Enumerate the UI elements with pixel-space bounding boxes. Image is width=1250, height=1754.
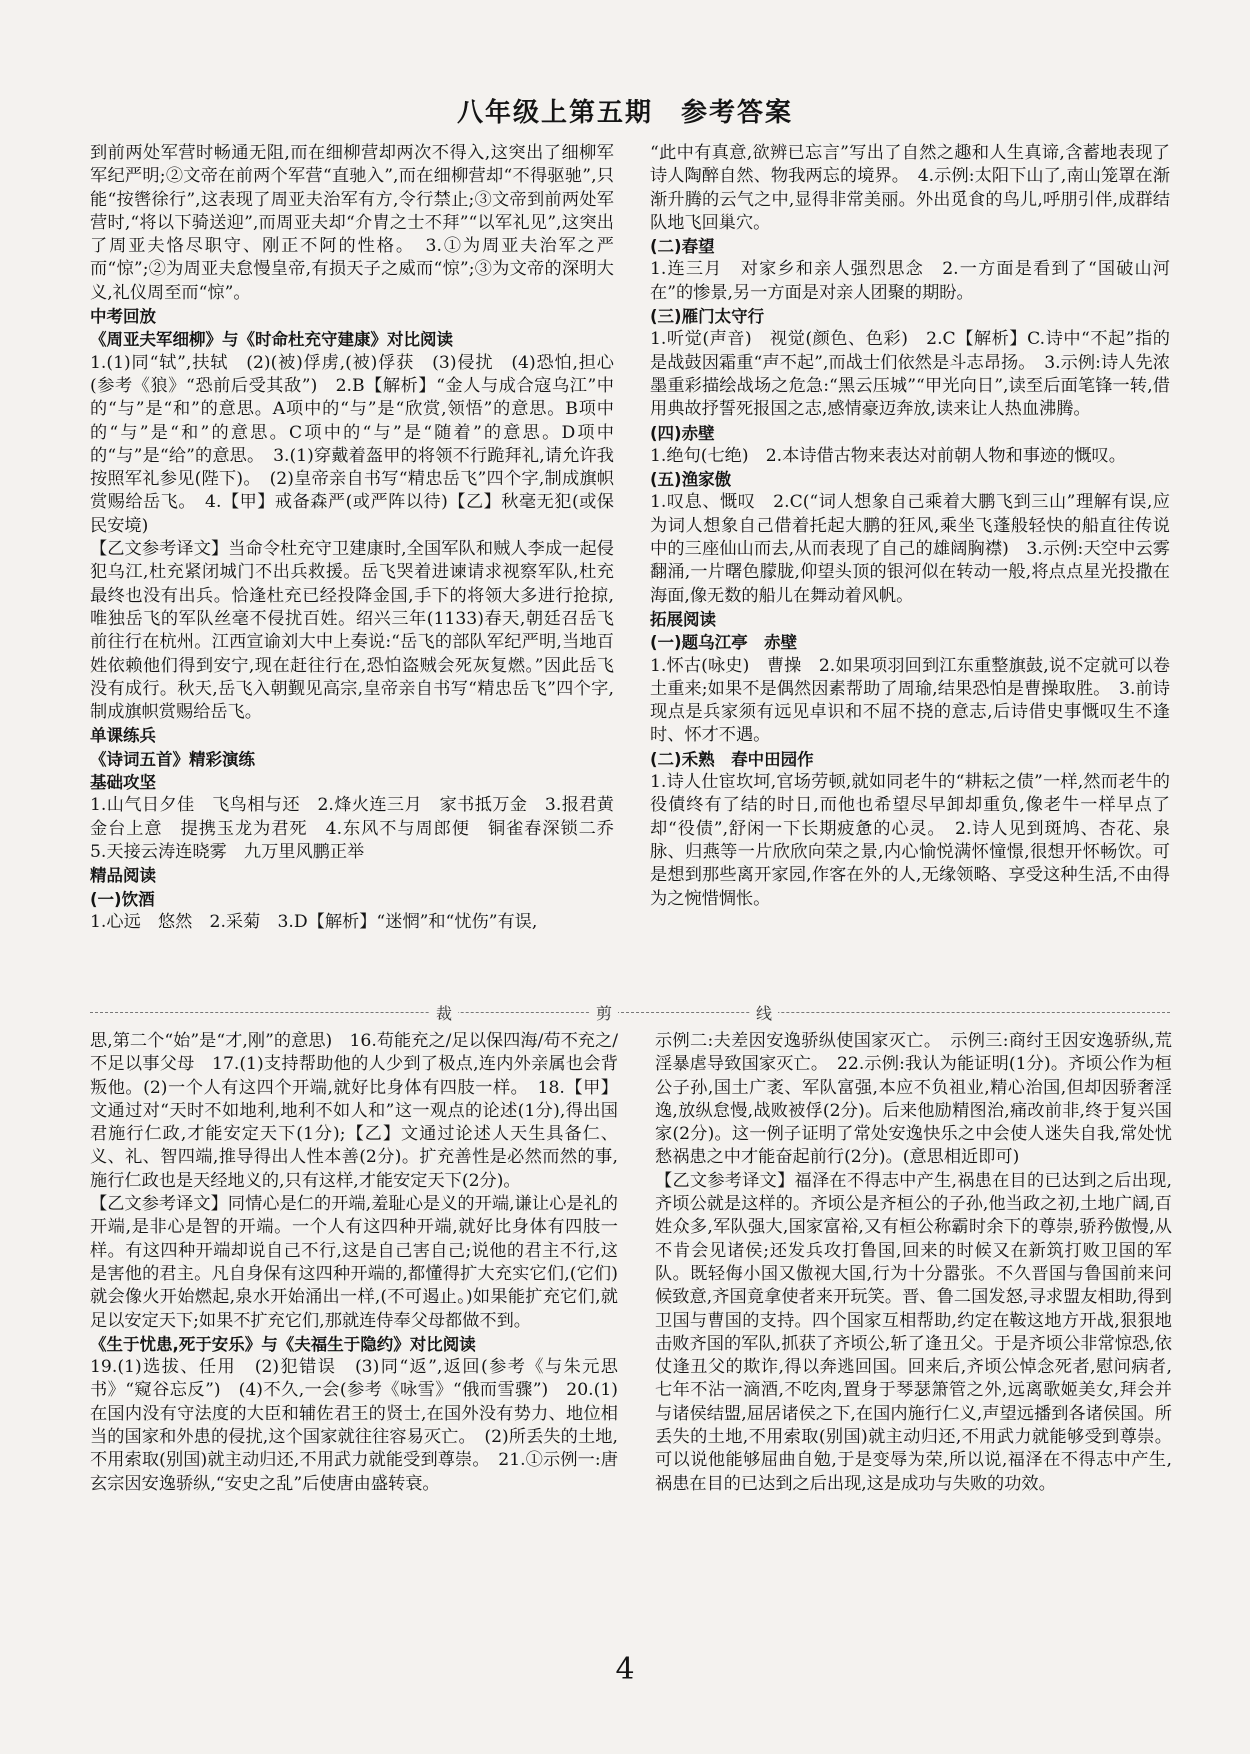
section-heading: (三)雁门太守行 bbox=[650, 307, 765, 327]
column-top-left bbox=[90, 142, 632, 987]
section-heading: 基础攻坚 bbox=[90, 773, 156, 793]
paragraph: 1.怀古(咏史) 曹操 2.如果项羽回到江东重整旗鼓,说不定就可以卷土重来;如果不是偶然因素帮助了周瑜,结果恐怕是曹操取胜。 3.前诗现点是兵家须有远见卓识和不屈不挠的意志,后诗借史事慨叹生不逢时、怀才不遇。 bbox=[650, 655, 1170, 746]
section-heading: (二)禾熟 春中田园作 bbox=[650, 749, 814, 769]
section-heading: 《诗词五首》精彩演练 bbox=[90, 749, 255, 769]
column-bottom-left bbox=[90, 1030, 618, 1665]
section-heading: (四)赤壁 bbox=[650, 423, 715, 443]
section-heading: (一)饮酒 bbox=[90, 889, 155, 909]
column-bottom-right bbox=[655, 1030, 1172, 1665]
section-heading: (二)春望 bbox=[650, 237, 715, 257]
cut-line-label: 裁 bbox=[430, 1001, 458, 1024]
section-heading: 单课练兵 bbox=[90, 726, 156, 746]
paragraph: 1.连三月 对家乡和亲人强烈思念 2.一方面是看到了“国破山河在”的惨景,另一方面是对亲人团聚的期盼。 bbox=[650, 259, 1170, 303]
cut-line-label: 线 bbox=[750, 1001, 778, 1024]
paragraph: 1.山气日夕佳 飞鸟相与还 2.烽火连三月 家书抵万金 3.报君黄金台上意 提携玉龙为君死 4.东风不与周郎便 铜雀春深锁二乔 5.天接云涛连晓雾 九万里风鹏正举 bbox=[90, 795, 632, 862]
dashed-divider bbox=[90, 1012, 1170, 1013]
paragraph: “此中有真意,欲辨已忘言”写出了自然之趣和人生真谛,含蓄地表现了诗人陶醉自然、物我两忘的境界。 4.示例:太阳下山了,南山笼罩在渐渐升腾的云气之中,显得非常美丽。外出觅食的鸟儿,呼朋引伴,成群结队地飞回巢穴。 bbox=[650, 143, 1170, 233]
page-number: 4 bbox=[615, 1652, 635, 1687]
paragraph: 示例二:夫差因安逸骄纵使国家灭亡。 示例三:商纣王因安逸骄纵,荒淫暴虐导致国家灭亡。 22.示例:我认为能证明(1分)。齐顷公作为桓公子孙,国土广袤、军队富强,本应不负祖业,精心治国,但却因骄奢淫逸,放纵怠慢,战败被俘(2分)。后来他励精图治,痛改前非,终于复兴国家(2分)。这一例子证明了常处安逸快乐之中会使人迷失自我,常处忧愁祸患之中才能奋起前行(2分)。(意思相近即可) bbox=[655, 1031, 1172, 1168]
section-heading: (一)题乌江亭 赤壁 bbox=[650, 633, 798, 653]
paragraph: 到前两处军营时畅通无阻,而在细柳营却两次不得入,这突出了细柳军军纪严明;②文帝在前两个军营“直驰入”,而在细柳营却“不得驱驰”,只能“按辔徐行”,这表现了周亚夫治军有方,令行禁止;③文帝到前两处军营时,“将以下骑送迎”,而周亚夫却“介胄之士不拜”“以军礼见”,这突出了周亚夫恪尽职守、刚正不阿的性格。 3.①为周亚夫治军之严而“惊”;②为周亚夫怠慢皇帝,有损天子之威而“惊”;③为文帝的深明大义,礼仪周至而“惊”。 bbox=[90, 143, 614, 303]
column-top-right bbox=[650, 142, 1170, 987]
paragraph: 1.绝句(七绝) 2.本诗借古物来表达对前朝人物和事迹的慨叹。 bbox=[650, 445, 1126, 466]
paragraph: 1.叹息、慨叹 2.C(“词人想象自己乘着大鹏飞到三山”理解有误,应为词人想象自己借着托起大鹏的狂风,乘坐飞蓬般轻快的船直往传说中的三座仙山而去,从而表现了自己的雄阔胸襟) 3.示例:天空中云雾翻涌,一片曙色朦胧,仰望头顶的银河似在转动一般,将点点星光投撒在海面,像无数的船儿在舞动着风帆。 bbox=[650, 492, 1170, 606]
paragraph: 1.听觉(声音) 视觉(颜色、色彩) 2.C【解析】C.诗中“不起”指的是战鼓因霜重“声不起”,而战士们依然是斗志昂扬。 3.示例:诗人先浓墨重彩描绘战场之危急:“黑云压城”“甲光向日”,读至后面笔锋一转,借用典故抒誓死报国之志,感情豪迈奔放,读来让人热血沸腾。 bbox=[650, 329, 1170, 420]
paragraph: 【乙文参考译文】同情心是仁的开端,羞耻心是义的开端,谦让心是礼的开端,是非心是智的开端。一个人有这四种开端,就好比身体有四肢一样。有这四种开端却说自己不行,这是自己害自己;说他的君主不行,这是害他的君主。凡自身保有这四种开端的,都懂得扩大充实它们,(它们)就会像火开始燃起,泉水开始涌出一样,(不可遏止。)如果能扩充它们,就足以安定天下;如果不扩充它们,那就连侍奉父母都做不到。 bbox=[90, 1194, 618, 1331]
paragraph: 思,第二个“始”是“才,刚”的意思) 16.苟能充之/足以保四海/苟不充之/不足以事父母 17.(1)支持帮助他的人少到了极点,连内外亲属也会背叛他。(2)一个人有这四个开端,就好比身体有四肢一样。 18.【甲】文通过对“天时不如地利,地利不如人和”这一观点的论述(1分),得出国君施行仁政,才能安定天下(1分);【乙】文通过论述人天生具备仁、义、礼、智四端,推导得出人性本善(2分)。扩充善性是必然而然的事,施行仁政也是天经地义的,只有这样,才能安定天下(2分)。 bbox=[90, 1031, 618, 1191]
paragraph: 1.心远 悠然 2.采菊 3.D【解析】“迷惘”和“忧伤”有误, bbox=[90, 911, 538, 932]
paragraph: 1.诗人仕宦坎坷,官场劳顿,就如同老牛的“耕耘之债”一样,然而老牛的役債终有了结的时日,而他也希望尽早卸却重负,像老牛一样早点了却“役债”,舒闲一下长期疲惫的心灵。 2.诗人见到斑鸠、杏花、泉脉、归燕等一片欣欣向荣之景,内心愉悦满怀憧憬,很想开怀畅饮。可是想到那些离开家园,作客在外的人,无缘领略、享受这种生活,不由得为之惋惜惆怅。 bbox=[650, 772, 1170, 909]
paragraph: 【乙文参考译文】福泽在不得志中产生,祸患在目的已达到之后出现,齐顷公就是这样的。齐顷公是齐桓公的子孙,他当政之初,土地广阔,百姓众多,军队强大,国家富裕,又有桓公称霸时余下的尊崇,骄矜傲慢,从不肯会见诸侯;还发兵攻打鲁国,回来的时候又在新筑打败卫国的军队。既轻侮小国又傲视大国,行为十分嚣张。不久晋国与鲁国前来问候致意,齐国竟拿使者来开玩笑。晋、鲁二国发怒,寻求盟友相助,得到卫国与曹国的支持。四个国家互相帮助,约定在鞍这地方开战,狠狠地击败齐国的军队,抓获了齐顷公,斩了逢丑父。于是齐顷公非常惊恐,依仗逢丑父的欺诈,得以奔逃回国。回来后,齐顷公悼念死者,慰问病者,七年不沾一滴酒,不吃肉,置身于琴瑟箫管之外,远离歌姬美女,拜会并与诸侯结盟,屈居诸侯之下,在国内施行仁义,声望远播到各诸侯国。所丢失的土地,不用索取(别国)就主动归还,不用武力就能够受到尊崇。可以说他能够屈曲自勉,于是变辱为荣,所以说,福泽在不得志中产生,祸患在目的已达到之后出现,这是成功与失败的功效。 bbox=[655, 1170, 1172, 1494]
cut-line bbox=[90, 1003, 1170, 1021]
section-heading: 精品阅读 bbox=[90, 866, 156, 886]
cut-line-label: 剪 bbox=[590, 1001, 618, 1024]
section-heading: 拓展阅读 bbox=[650, 609, 716, 629]
section-heading: 中考回放 bbox=[90, 307, 156, 327]
section-heading: 《生于忧患,死于安乐》与《夫福生于隐约》对比阅读 bbox=[90, 1334, 476, 1354]
paragraph: 【乙文参考译文】当命令杜充守卫建康时,全国军队和贼人李成一起侵犯乌江,杜充紧闭城门不出兵救援。岳飞哭着进谏请求视察军队,杜充最终也没有出兵。恰逢杜充已经投降金国,手下的将领大多进行抢掠,唯独岳飞的军队丝毫不侵扰百姓。绍兴三年(1133)春天,朝廷召岳飞前往行在杭州。江西宣谕刘大中上奏说:“岳飞的部队军纪严明,当地百姓依赖他们得到安宁,现在赶往行在,恐怕盗贼会死灰复燃。”因此岳飞没有成行。秋天,岳飞入朝觐见高宗,皇帝亲自书写“精忠岳飞”四个字,制成旗帜赏赐给岳飞。 bbox=[90, 539, 614, 723]
page-title: 八年级上第五期 参考答案 bbox=[456, 98, 793, 128]
section-heading: (五)渔家傲 bbox=[650, 470, 732, 490]
paragraph: 1.(1)同“轼”,扶轼 (2)(被)俘虏,(被)俘获 (3)侵扰 (4)恐怕,担心(参考《狼》“恐前后受其敌”) 2.B【解析】“金人与成合寇乌江”中的“与”是“和”的意思。A项中的“与”是“欣赏,领悟”的意思。B项中的“与”是“和”的意思。C项中的“与”是“随着”的意思。D项中的“与”是“给”的意思。 3.(1)穿戴着盔甲的将领不行跪拜礼,请允许我按照军礼参见(陛下)。 (2)皇帝亲自书写“精忠岳飞”四个字,制成旗帜赏赐给岳飞。 4.【甲】戒备森严(或严阵以待)【乙】秋毫无犯(或保民安境) bbox=[90, 352, 614, 536]
paragraph: 19.(1)选拔、任用 (2)犯错误 (3)同“返”,返回(参考《与朱元思书》“窥谷忘反”) (4)不久,一会(参考《咏雪》“俄而雪骤”) 20.(1)在国内没有守法度的大臣和辅佐君王的贤士,在国外没有势力、地位相当的国家和外患的侵扰,这个国家就往往容易灭亡。 (2)所丢失的土地,不用索取(别国)就主动归还,不用武力就能受到尊崇。 21.①示例一:唐玄宗因安逸骄纵,“安史之乱”后使唐由盛转衰。 bbox=[90, 1357, 618, 1494]
section-heading: 《周亚夫军细柳》与《时命杜充守建康》对比阅读 bbox=[90, 330, 453, 350]
